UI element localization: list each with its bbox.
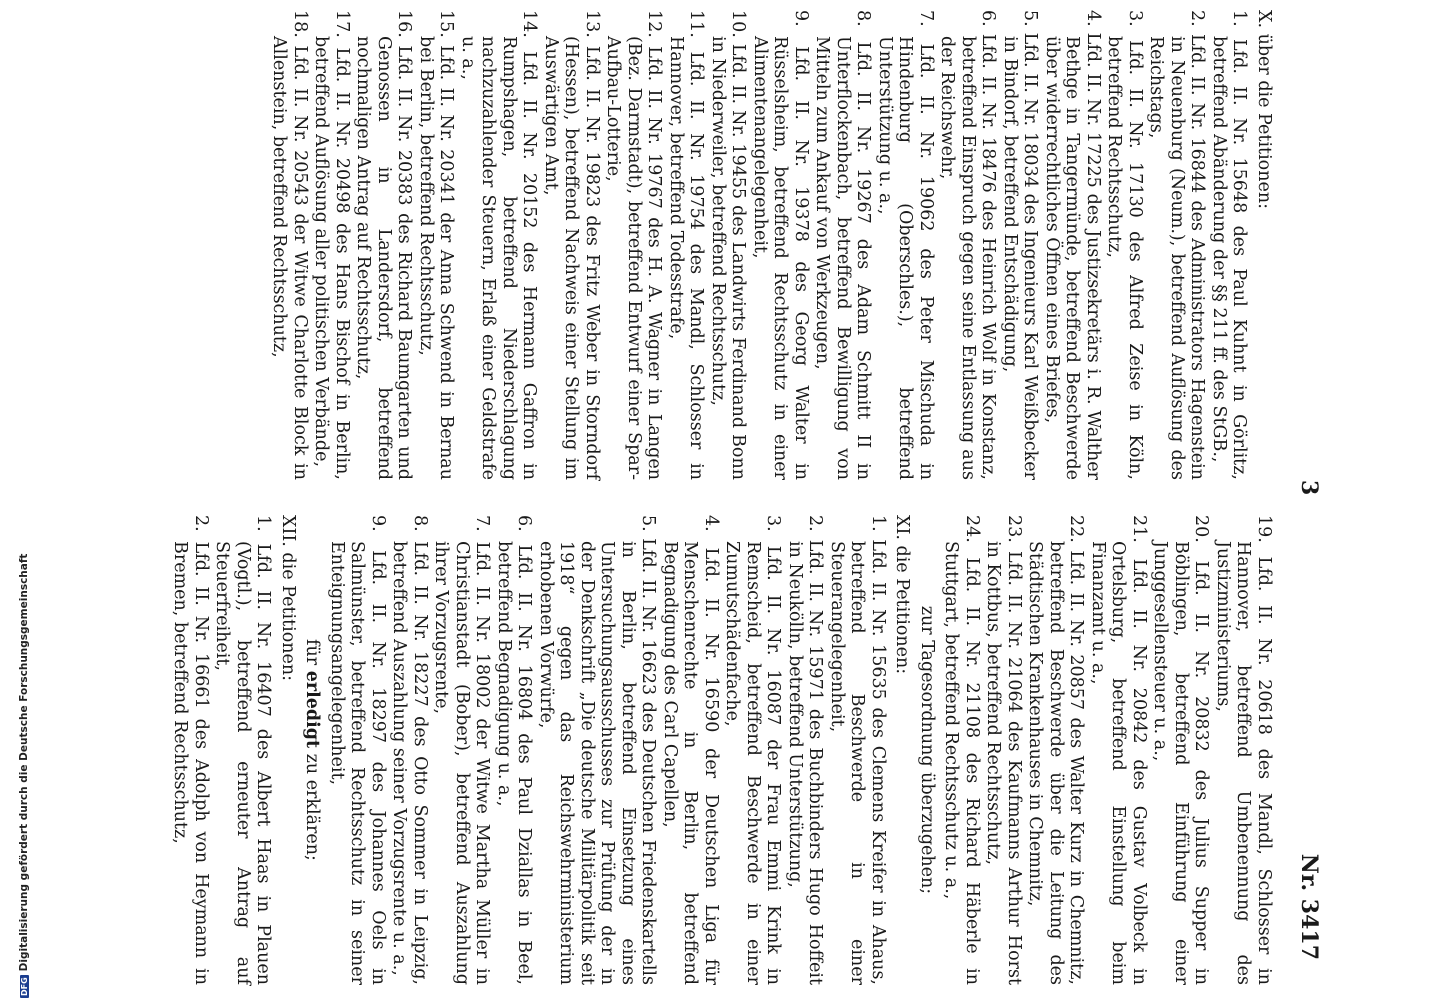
petition-item [311,10,352,480]
petition-item [941,515,982,985]
footer-text-line [18,553,34,998]
digitization-footer [2,553,30,998]
petition-item [327,515,389,985]
petition-text: Lfd. II. Nr. 19062 des Peter Mischuda in Hindenburg (Oberschles.), betreffend Unterstützung u. a., [875,36,936,480]
petition-item [1025,515,1087,985]
petition-item [1213,515,1275,985]
petition-number: 2. [805,515,826,532]
petition-item [269,10,310,480]
erledigt-post: zu erklären; [302,748,323,861]
petition-text: Lfd. II. Nr. 16661 des Adolph von Heymann in Bremen, betreffend Rechtsschutz, [170,541,211,985]
petition-text: Lfd. II. Nr. 16623 des Deutschen Friedenskartells in Berlin, betreffend Einsetzung eines Untersuchungsausschusses zur Prüfung der in der Denkschrift „Die deutsche Militärpolitik seit 1918“ gegen das Reichswehrministerium erhobenen Vorwürfe, [536,538,659,985]
petition-text: Lfd. II. Nr. 18227 des Otto Sommer in Leipzig, betreffend Auszahlung seiner Vorzugsrente u. a., [389,541,430,985]
petition-number: 7. [472,515,493,532]
petition-number: 9. [368,515,388,532]
petition-number: 3. [1125,10,1145,27]
petition-text: Lfd. II. Nr. 16804 des Paul Dziallas in Beel, betreffend Begnadigung u. a., [494,541,535,985]
petition-text: Lfd. II. Nr. 20618 des Mandl, Schlosser in Hannover, betreffend Umbenennung des Justizministeriums, [1213,541,1274,985]
petition-item [1146,10,1208,480]
petition-item [389,515,430,985]
footer-credit: Digitalisierung gefördert durch die Deutsche Forschungsgemeinschaft [18,553,30,972]
petition-number: 5. [638,515,659,532]
petition-item [1104,10,1145,480]
petition-number: 5. [1020,10,1041,27]
erledigt-pre: für [302,639,323,671]
petition-number: 1. [253,515,274,532]
petition-item [212,515,274,985]
petition-item [812,10,874,480]
petition-text: Lfd. II. Nr. 18297 des Johannes Oels in Salmünster, betreffend Rechtsschutz in seiner Enteignungsangelegenheit, [327,541,388,985]
petition-text: Lfd. II. Nr. 20832 des Julius Supper in Böblingen, betreffend Einführung einer Junggesellensteuer u. a., [1150,541,1212,985]
petition-item [750,10,812,480]
rotated-page-content [134,0,1334,1000]
petition-text: Lfd. II. Nr. 19455 des Landwirts Ferdinand Bonn in Niederweiler, betreffend Rechtsschutz, [708,36,749,480]
petition-text: Lfd. II. Nr. 15635 des Clemens Kreifer in Ahaus, betreffend Beschwerde in einer Steuerangelegenheit, [827,539,888,985]
petition-text: Lfd. II. Nr. 18034 des Ingenieurs Karl Weißbecker in Bindorf, betreffend Entschädigung, [1000,32,1041,480]
petition-text: Lfd. II. Nr. 16590 der Deutschen Liga für Menschenrechte in Berlin, betreffend Begnadigung des Carl Capellen, [660,541,721,985]
petition-number: 6. [978,10,999,27]
petition-list-xi [327,515,889,985]
petition-item [416,10,457,480]
petition-number: 8. [853,10,874,27]
petition-item [785,515,826,985]
petition-text: Lfd. II. Nr. 20543 der Witwe Charlotte Block in Allenstein, betreffend Rechtsschutz, [269,36,310,480]
erledigt-bold: erledigt [302,670,323,749]
petition-item [1150,515,1212,985]
petition-text: Lfd. II. Nr. 19823 des Fritz Weber in Storndorf (Hessen), betreffend Nachweis einer Stellung im Auswärtigen Amt, [541,36,602,480]
petition-number: 20. [1191,515,1212,543]
petition-item [541,10,603,480]
petition-text: Lfd. II. Nr. 17225 des Justizsekretärs i. R. Walther Bethge in Tangermünde, betreffend Beschwerde über widerrechtliches Öffnen eines Briefes, [1042,32,1103,480]
petition-number: 4. [1083,10,1103,27]
petition-number: 13. [582,10,602,38]
petition-text: Lfd. II. Nr. 19267 des Adam Schmitt II in Unterflockenbach, betreffend Bewilligung von Mitteln zum Ankauf von Werkzeugen, [812,36,874,480]
petition-text: Lfd. II. Nr. 19378 des Georg Walter in Rüsselsheim, betreffend Rechtsschutz in einer Alimentenangelegenheit, [750,36,811,480]
document-number: Nr. 3417 [1296,853,1322,960]
petition-text: Lfd. II. Nr. 20341 der Anna Schwend in Bernau bei Berlin, betreffend Rechtsschutz, [416,36,457,480]
petition-number: 8. [410,515,430,532]
petition-item [875,10,937,480]
petition-text: Lfd. II. Nr. 16087 der Frau Emmi Krink in Remscheid, betreffend Beschwerde in einer Zumutschädenfache, [722,541,784,985]
petition-text: Lfd. II. Nr. 19754 des Mandl, Schlosser in Hannover, betreffend Todesstrafe, [666,36,707,480]
petition-list-xii [170,515,274,985]
petition-list-x-continued [941,515,1274,985]
petition-text: Lfd. II. Nr. 21108 des Richard Häberle in Stuttgart, betreffend Rechtsschutz u. a., [941,541,982,985]
petition-item [708,10,749,480]
petition-item [431,515,493,985]
petition-number: 24. [962,515,982,543]
petition-item [827,515,889,985]
petition-number: 23. [1004,515,1024,543]
section-heading-x: X. über die Petitionen: [1254,10,1274,209]
section-heading-xii: XII. die Petitionen: [278,515,298,682]
petition-number: 15. [436,10,457,38]
petition-item [1209,10,1250,480]
petition-item [983,515,1024,985]
petition-item [170,515,211,985]
petition-text: Lfd. II. Nr. 18476 des Heinrich Wolf in Konstanz, betreffend Einspruch gegen seine Entlassung aus der Reichswehr, [937,33,999,480]
section-heading-xi: XI. die Petitionen: [892,515,913,675]
petition-text: Lfd. II. Nr. 18002 der Witwe Martha Müller in Christianstadt (Bober), betreffend Auszahlung ihrer Vorzugsrente, [431,541,493,985]
petition-number: 3. [763,515,784,532]
petition-number: 6. [514,515,535,532]
petition-item [722,515,784,985]
tagesordnung-line: zur Tagesordnung überzugehen; [917,605,937,895]
petition-text: Lfd. II. Nr. 20152 des Hermann Gaffron in Rumpshagen, betreffend Niederschlagung nachzuzahlender Steuern, Erlaß einer Geldstrafe u. a., [458,36,540,480]
petition-number: 2. [191,515,211,532]
petition-number: 21. [1129,515,1149,543]
petition-item [1042,10,1104,480]
petition-item [494,515,535,985]
petition-list-x [269,10,1250,480]
right-column [169,515,1274,985]
left-column [268,10,1274,480]
petition-number: 1. [868,515,888,532]
petition-number: 17. [332,10,352,38]
petition-item [458,10,540,480]
petition-number: 11. [686,10,707,38]
petition-number: 12. [644,10,665,38]
petition-number: 19. [1254,515,1274,543]
petition-text: Lfd. II. Nr. 16844 des Administrators Hagenstein in Neuenburg (Neum.), betreffend Auflösung des Reichstags, [1146,34,1208,480]
petition-number: 2. [1187,10,1208,27]
petition-item [353,10,415,480]
petition-number: 14. [519,10,540,38]
petition-text: Lfd. II. Nr. 21064 des Kaufmanns Arthur Horst in Kottbus, betreffend Rechtsschutz, [983,541,1024,985]
petition-text: Lfd. II. Nr. 15648 des Paul Kuhnt in Görlitz, betreffend Abänderung der §§ 211 ff. des StGB., [1209,36,1250,480]
page-header [1292,0,1322,1000]
petition-text: Lfd. II. Nr. 16407 des Albert Haas in Plauen (Vogtl.), betreffend erneuter Antrag auf Steuerfreiheit, [212,541,274,985]
petition-item [666,10,707,480]
petition-item [660,515,722,985]
petition-text: Lfd. II. Nr. 17130 des Alfred Zeise in Köln, betreffend Rechtsschutz, [1104,36,1145,480]
petition-text: Lfd. II. Nr. 20498 des Hans Bischof in Berlin, betreffend Auflösung aller politischen Verbände, [311,36,352,480]
petition-item [937,10,999,480]
petition-number: 16. [394,10,415,38]
petition-text: Lfd. II. Nr. 20383 des Richard Baumgarten und Genossen in Landersdorf, betreffend nochmaligen Antrag auf Rechtsschutz, [353,36,415,480]
petition-number: 10. [728,10,749,38]
petition-text: Lfd. II. Nr. 19767 des H. A. Wagner in Langen (Bez. Darmstadt), betreffend Entwurf einer Spar-Aufbau-Lotterie, [603,36,665,480]
page-number: 3 [1296,480,1322,496]
petition-number: 9. [791,10,811,27]
petition-item [536,515,659,985]
petition-item [1088,515,1150,985]
dfg-logo: DFG [20,977,29,996]
petition-number: 4. [701,515,721,532]
petition-item [1000,10,1041,480]
petition-number: 7. [916,10,936,27]
petition-text: Lfd. II. Nr. 20842 des Gustav Volbeck in Ortelsburg, betreffend Einstellung beim Finanzamt u. a., [1088,541,1149,985]
petition-text: Lfd. II. Nr. 15971 des Buchbinders Hugo Hoffeit in Neukölln, betreffend Unterstützung, [785,539,826,985]
petition-item [603,10,665,480]
petition-text: Lfd. II. Nr. 20857 des Walter Kurz in Chemnitz, betreffend Beschwerde über die Leitung des Städtischen Krankenhauses in Chemnitz, [1025,541,1087,985]
petition-number: 22. [1066,515,1087,543]
petition-number: 1. [1229,10,1250,27]
petition-number: 18. [290,10,310,38]
erledigt-line [302,515,323,985]
